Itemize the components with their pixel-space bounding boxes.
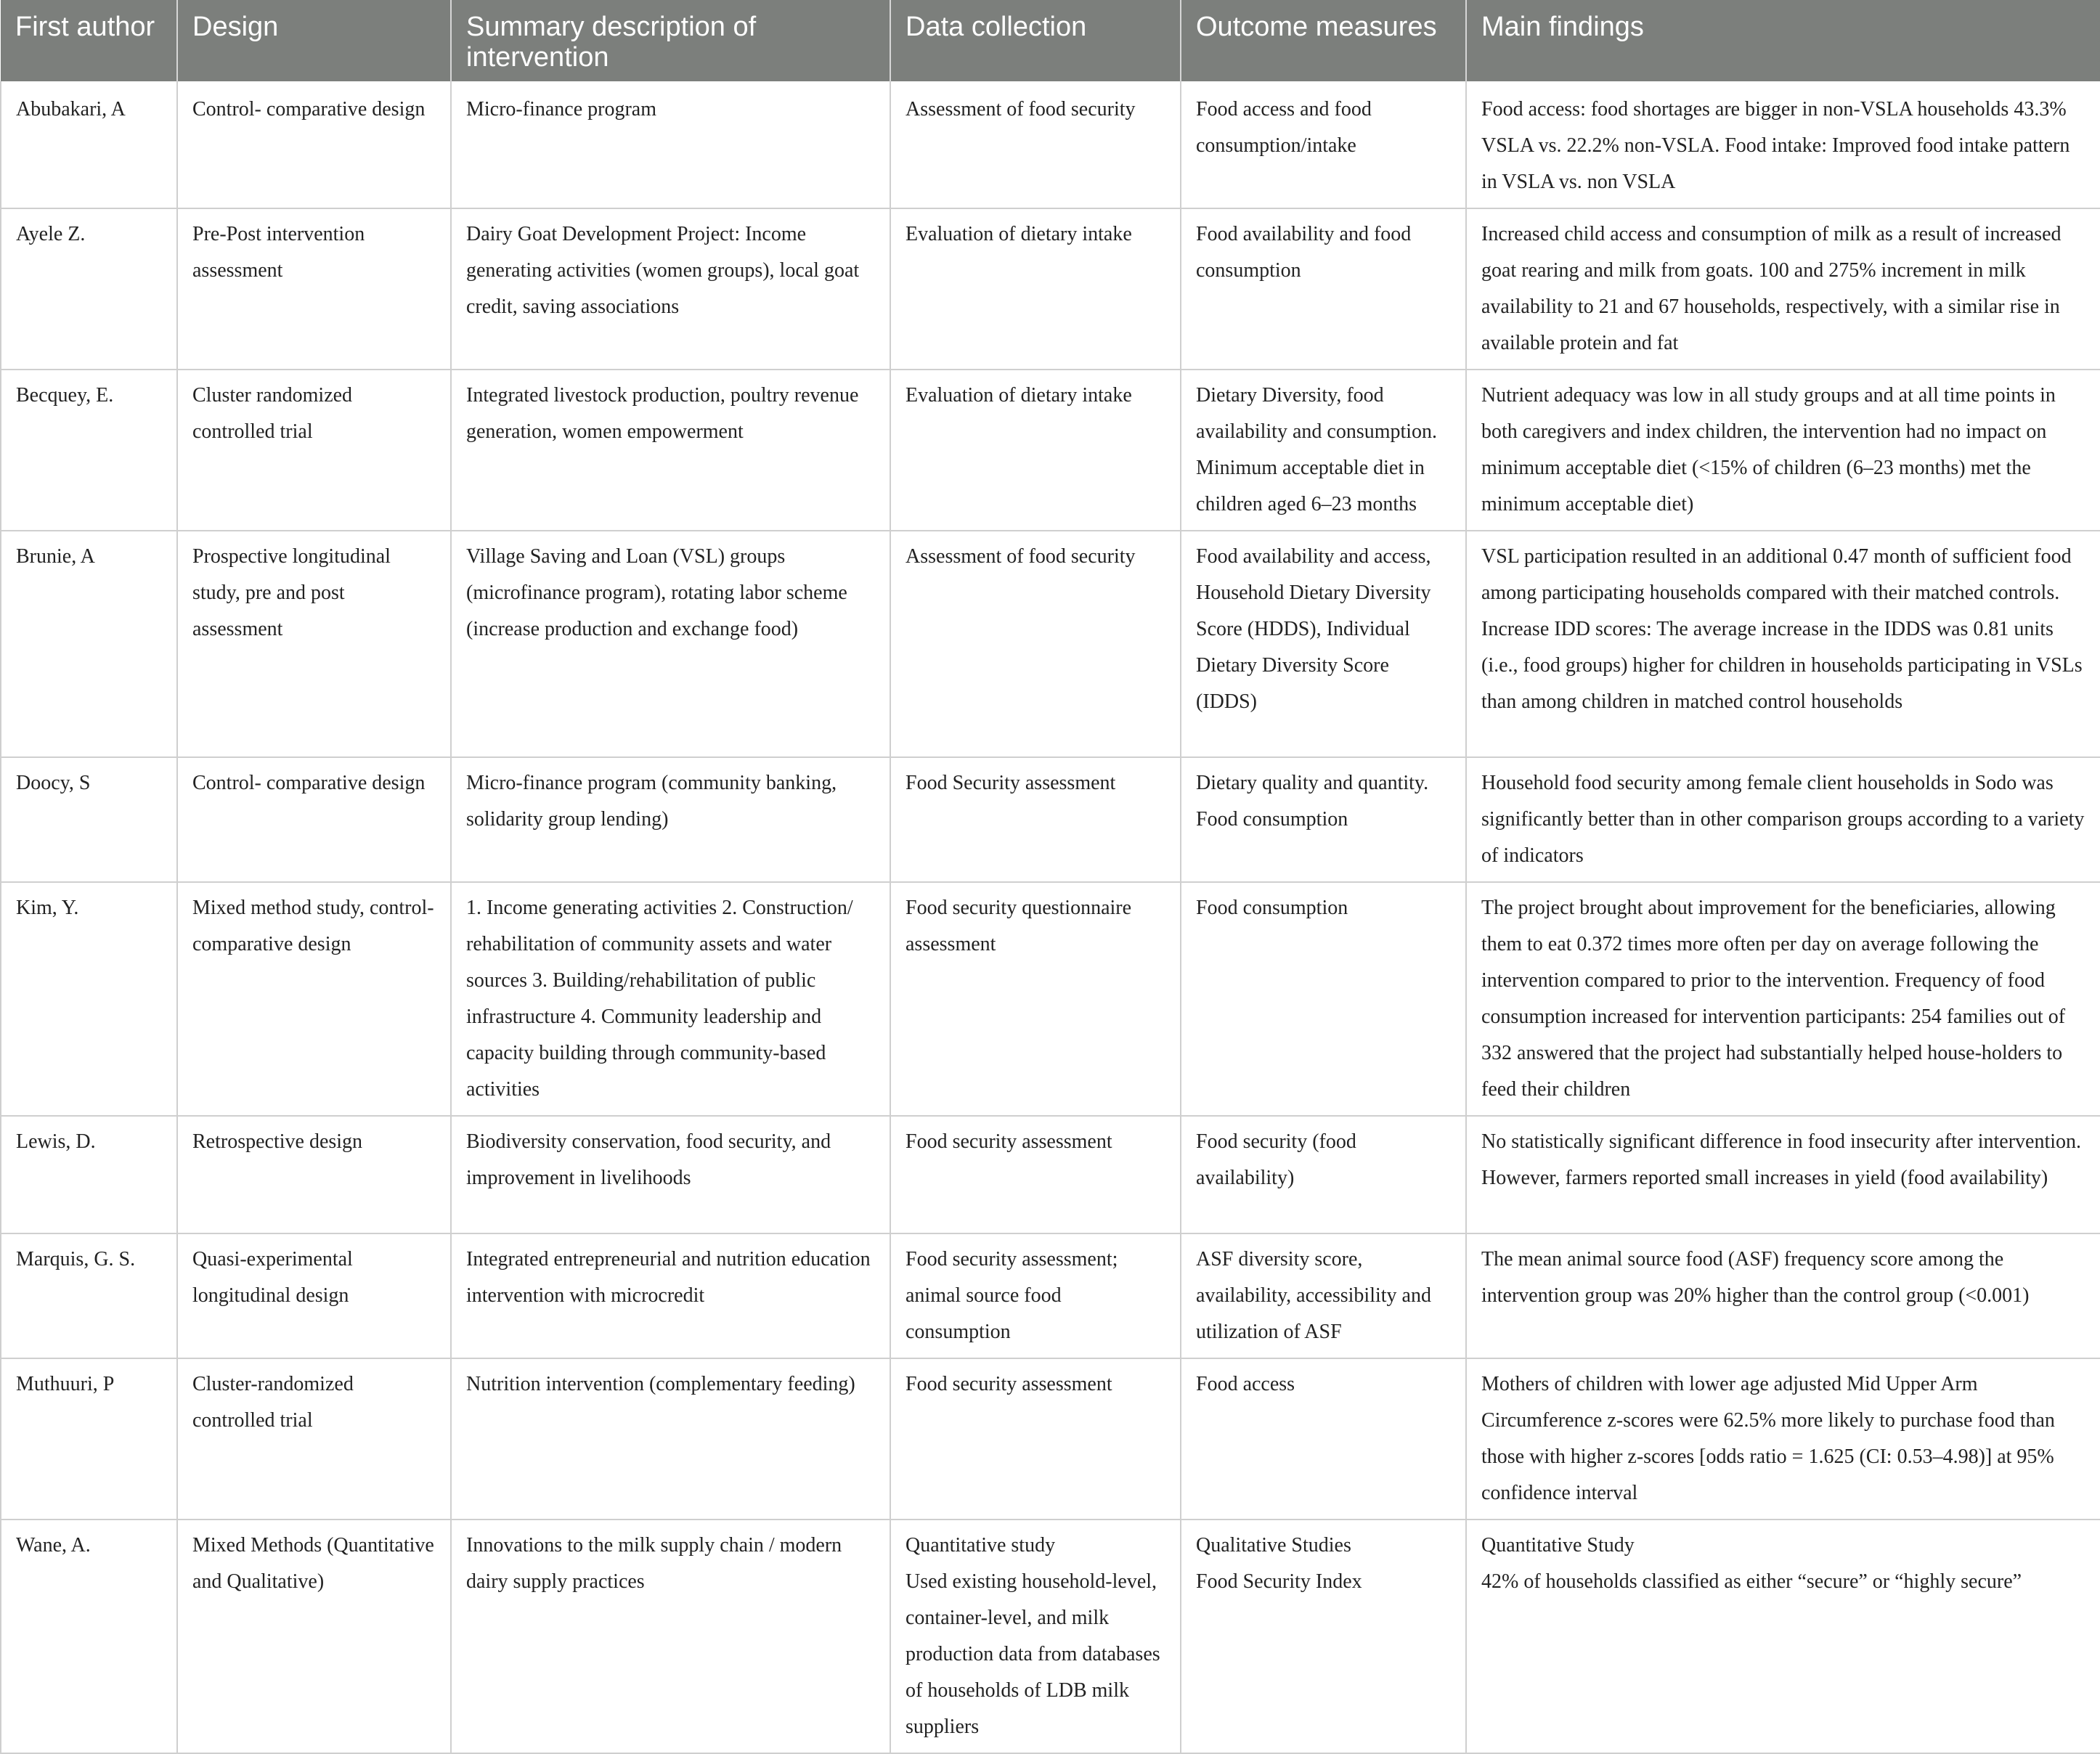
cell-outcome-measures: Dietary quality and quantity. Food consumption — [1181, 757, 1466, 882]
cell-main-findings: Quantitative Study 42% of households classified as either “secure” or “highly secure” — [1466, 1520, 2100, 1753]
cell-design: Cluster randomized controlled trial — [177, 370, 451, 531]
cell-first-author: Wane, A. — [1, 1520, 177, 1753]
cell-first-author: Brunie, A — [1, 531, 177, 757]
cell-outcome-measures: Food availability and access, Household Dietary Diversity Score (HDDS), Individual Dietary Diversity Score (IDDS) — [1181, 531, 1466, 757]
table-row — [1, 1233, 2100, 1358]
cell-design: Control- comparative design — [177, 757, 451, 882]
header-first-author: First author — [1, 0, 177, 81]
table-row — [1, 81, 2100, 208]
cell-data-collection: Food security assessment; animal source food consumption — [890, 1233, 1181, 1358]
cell-design: Control- comparative design — [177, 81, 451, 208]
cell-outcome-measures: Food access and food consumption/intake — [1181, 81, 1466, 208]
table-row — [1, 1358, 2100, 1520]
cell-summary: Village Saving and Loan (VSL) groups (microfinance program), rotating labor scheme (increase production and exchange food) — [451, 531, 890, 757]
cell-main-findings: Nutrient adequacy was low in all study groups and at all time points in both caregivers and index children, the intervention had no impact on minimum acceptable diet (<15% of children (6–23 months) met the minimum acceptable diet) — [1466, 370, 2100, 531]
table-row — [1, 1116, 2100, 1233]
cell-summary: Innovations to the milk supply chain / modern dairy supply practices — [451, 1520, 890, 1753]
cell-outcome-measures: Food security (food availability) — [1181, 1116, 1466, 1233]
cell-outcome-measures: Food access — [1181, 1358, 1466, 1520]
cell-data-collection: Food security assessment — [890, 1358, 1181, 1520]
cell-main-findings: The project brought about improvement for the beneficiaries, allowing them to eat 0.372 times more often per day on average following the intervention compared to prior to the intervention. Frequency of food consumption increased for intervention participants: 254 families out of 332 answered that the project had substantially helped house-holders to feed their children — [1466, 882, 2100, 1116]
cell-outcome-measures: Food availability and food consumption — [1181, 208, 1466, 370]
cell-data-collection: Assessment of food security — [890, 531, 1181, 757]
cell-first-author: Marquis, G. S. — [1, 1233, 177, 1358]
table-row — [1, 531, 2100, 757]
cell-design: Cluster-randomized controlled trial — [177, 1358, 451, 1520]
cell-design: Pre-Post intervention assessment — [177, 208, 451, 370]
cell-data-collection: Evaluation of dietary intake — [890, 208, 1181, 370]
cell-design: Prospective longitudinal study, pre and post assessment — [177, 531, 451, 757]
cell-design: Retrospective design — [177, 1116, 451, 1233]
cell-outcome-measures: Food consumption — [1181, 882, 1466, 1116]
header-outcome-measures: Outcome measures — [1181, 0, 1466, 81]
cell-data-collection: Food security questionnaire assessment — [890, 882, 1181, 1116]
cell-main-findings: Household food security among female client households in Sodo was significantly better than in other comparison groups according to a variety of indicators — [1466, 757, 2100, 882]
cell-outcome-measures: Dietary Diversity, food availability and consumption. Minimum acceptable diet in children aged 6–23 months — [1181, 370, 1466, 531]
header-main-findings: Main findings — [1466, 0, 2100, 81]
cell-summary: Integrated livestock production, poultry revenue generation, women empowerment — [451, 370, 890, 531]
cell-main-findings: The mean animal source food (ASF) frequency score among the intervention group was 20% higher than the control group (<0.001) — [1466, 1233, 2100, 1358]
cell-outcome-measures: Qualitative Studies Food Security Index — [1181, 1520, 1466, 1753]
cell-first-author: Lewis, D. — [1, 1116, 177, 1233]
cell-data-collection: Assessment of food security — [890, 81, 1181, 208]
cell-first-author: Doocy, S — [1, 757, 177, 882]
cell-summary: Nutrition intervention (complementary feeding) — [451, 1358, 890, 1520]
cell-main-findings: VSL participation resulted in an additional 0.47 month of sufficient food among participating households compared with their matched controls. Increase IDD scores: The average increase in the IDDS was 0.81 units (i.e., food groups) higher for children in households participating in VSLs than among children in matched control households — [1466, 531, 2100, 757]
table-row — [1, 882, 2100, 1116]
cell-outcome-measures: ASF diversity score, availability, accessibility and utilization of ASF — [1181, 1233, 1466, 1358]
cell-summary: 1. Income generating activities 2. Construction/ rehabilitation of community assets and water sources 3. Building/rehabilitation of public infrastructure 4. Community leadership and capacity building through community-based activities — [451, 882, 890, 1116]
table-header — [1, 0, 2100, 81]
table-row — [1, 370, 2100, 531]
cell-summary: Micro-finance program — [451, 81, 890, 208]
cell-summary: Integrated entrepreneurial and nutrition education intervention with microcredit — [451, 1233, 890, 1358]
cell-design: Mixed Methods (Quantitative and Qualitative) — [177, 1520, 451, 1753]
cell-design: Mixed method study, control-comparative design — [177, 882, 451, 1116]
cell-first-author: Muthuuri, P — [1, 1358, 177, 1520]
table-row — [1, 757, 2100, 882]
cell-main-findings: Food access: food shortages are bigger in non-VSLA households 43.3% VSLA vs. 22.2% non-VSLA. Food intake: Improved food intake pattern in VSLA vs. non VSLA — [1466, 81, 2100, 208]
cell-main-findings: No statistically significant difference in food insecurity after intervention. However, farmers reported small increases in yield (food availability) — [1466, 1116, 2100, 1233]
cell-data-collection: Evaluation of dietary intake — [890, 370, 1181, 531]
cell-main-findings: Mothers of children with lower age adjusted Mid Upper Arm Circumference z-scores were 62.5% more likely to purchase food than those with higher z-scores [odds ratio = 1.625 (CI: 0.53–4.98)] at 95% confidence interval — [1466, 1358, 2100, 1520]
cell-first-author: Becquey, E. — [1, 370, 177, 531]
cell-data-collection: Food Security assessment — [890, 757, 1181, 882]
cell-first-author: Kim, Y. — [1, 882, 177, 1116]
cell-summary: Biodiversity conservation, food security, and improvement in livelihoods — [451, 1116, 890, 1233]
header-row — [1, 0, 2100, 81]
cell-design: Quasi-experimental longitudinal design — [177, 1233, 451, 1358]
table-body — [1, 81, 2100, 1753]
cell-first-author: Ayele Z. — [1, 208, 177, 370]
header-summary: Summary description of intervention — [451, 0, 890, 81]
cell-data-collection: Quantitative study Used existing household-level, container-level, and milk production data from databases of households of LDB milk suppliers — [890, 1520, 1181, 1753]
header-design: Design — [177, 0, 451, 81]
cell-main-findings: Increased child access and consumption of milk as a result of increased goat rearing and milk from goats. 100 and 275% increment in milk availability to 21 and 67 households, respectively, with a similar rise in available protein and fat — [1466, 208, 2100, 370]
header-data-collection: Data collection — [890, 0, 1181, 81]
cell-first-author: Abubakari, A — [1, 81, 177, 208]
table-row — [1, 1520, 2100, 1753]
cell-data-collection: Food security assessment — [890, 1116, 1181, 1233]
cell-summary: Micro-finance program (community banking, solidarity group lending) — [451, 757, 890, 882]
cell-summary: Dairy Goat Development Project: Income generating activities (women groups), local goat credit, saving associations — [451, 208, 890, 370]
table-row — [1, 208, 2100, 370]
